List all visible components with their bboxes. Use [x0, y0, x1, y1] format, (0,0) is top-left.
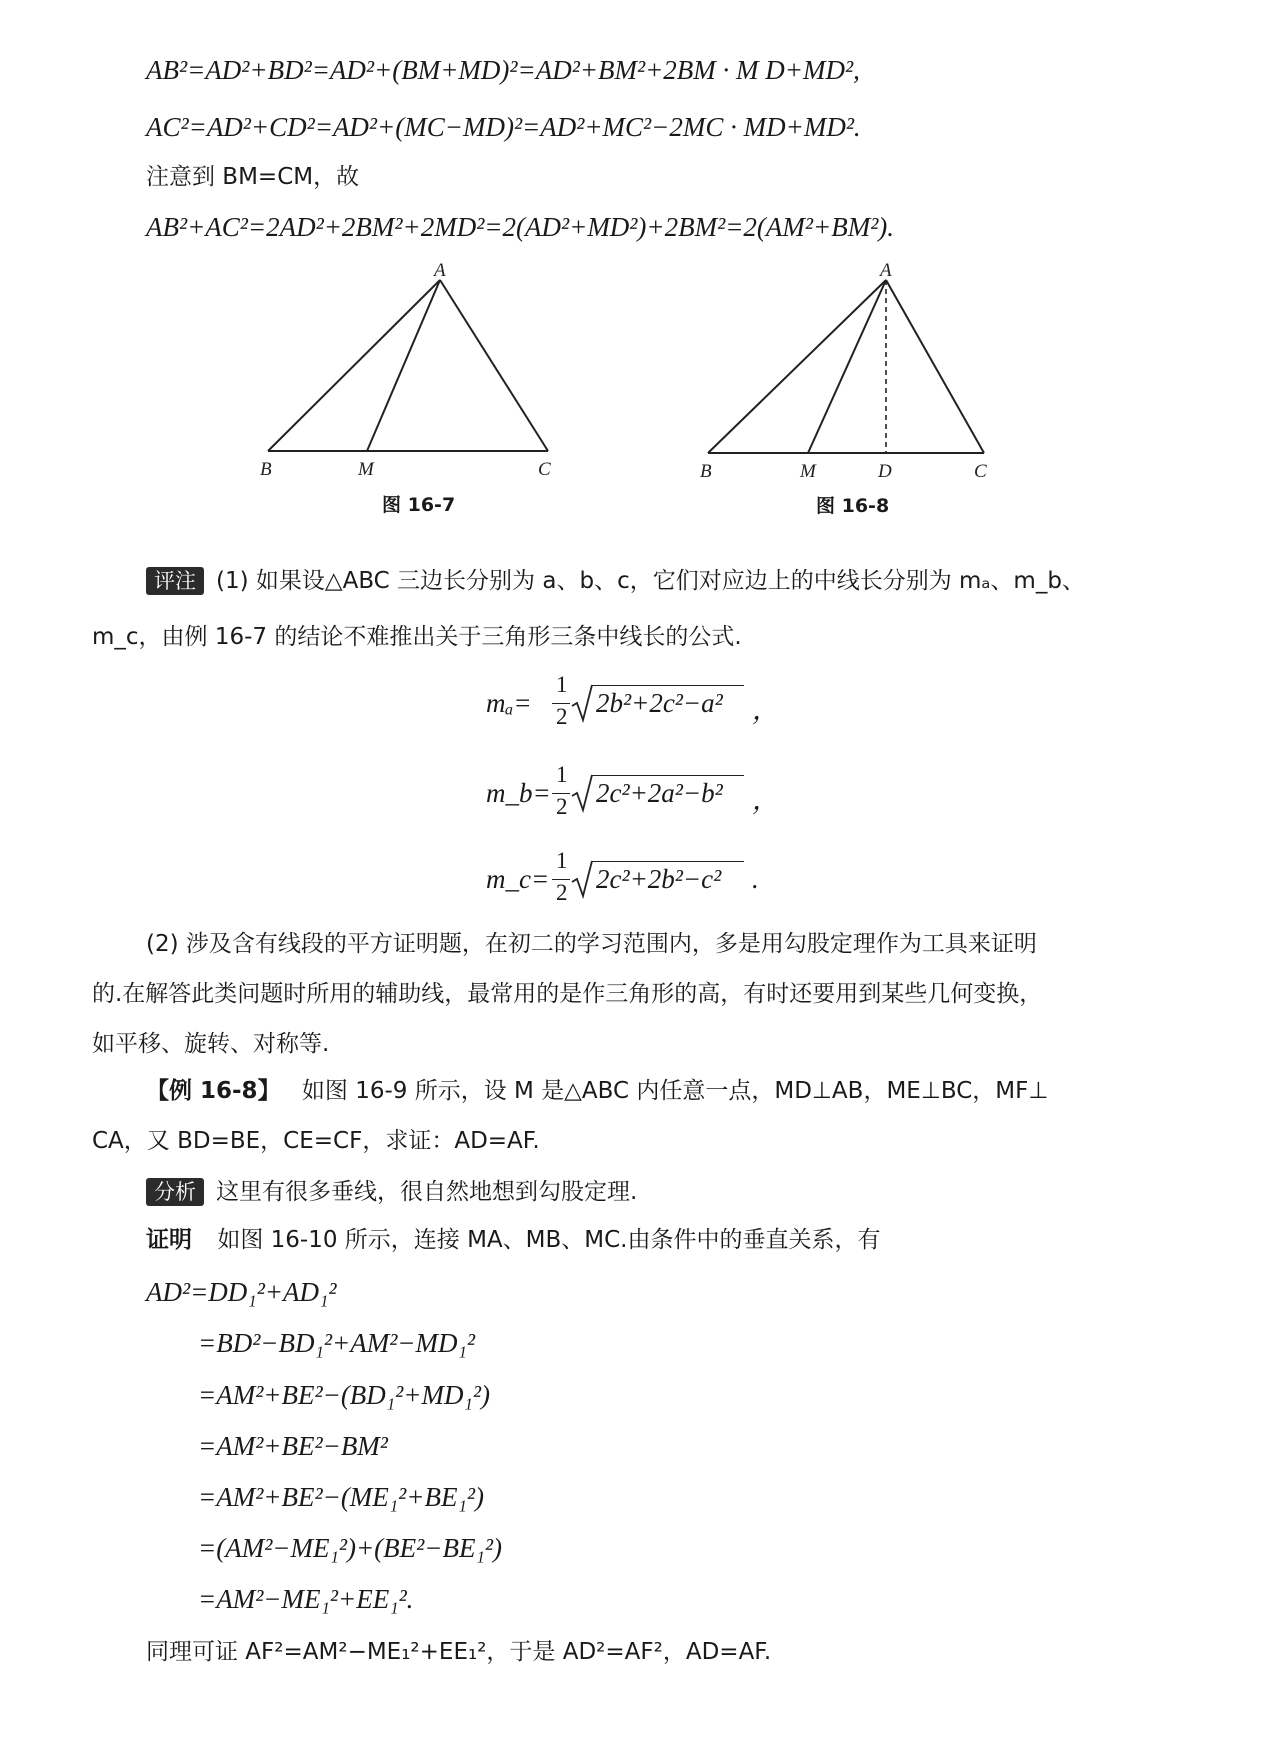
proof-label: 证明	[146, 1227, 192, 1253]
proof-step-4: =AM²+BE²−BM²	[198, 1431, 388, 1461]
remark-paragraph-1-line-2: m_c，由例 16-7 的结论不难推出关于三角形三条中线长的公式.	[92, 624, 742, 650]
formula-c-end: .	[752, 864, 759, 894]
analysis-line	[146, 1176, 637, 1208]
remark-tag: 评注	[146, 567, 204, 595]
remark-paragraph-1-line-1	[146, 565, 1085, 597]
example-label: 【例 16-8】	[146, 1078, 281, 1104]
fig8-side-ab	[708, 280, 886, 453]
figure-16-8-caption: 图 16-8	[816, 495, 890, 517]
example-16-8-line-2: CA，又 BD=BE，CE=CF，求证：AD=AF.	[92, 1128, 540, 1154]
fig7-side-ab	[268, 280, 440, 451]
proof-step-2: =BD²−BD₁²+AM²−MD₁²	[198, 1328, 475, 1358]
proof-step-5: =AM²+BE²−(ME₁²+BE₁²)	[198, 1482, 484, 1512]
proof-step-6: =(AM²−ME₁²)+(BE²−BE₁²)	[198, 1533, 502, 1563]
formula-b-vinculum	[592, 775, 744, 776]
formula-a-radicand: 2b²+2c²−a²	[596, 688, 723, 718]
formula-c-denominator: 2	[556, 880, 568, 905]
formula-b-lhs: m_b=	[486, 778, 551, 808]
figure-16-8	[690, 262, 1020, 482]
analysis-tag: 分析	[146, 1178, 204, 1206]
note-bm-equals-cm: 注意到 BM=CM，故	[146, 164, 360, 190]
formula-b-radical-sign	[570, 766, 594, 816]
proof-step-3: =AM²+BE²−(BD₁²+MD₁²)	[198, 1380, 490, 1410]
remark-p1-line1-text: (1) 如果设△ABC 三边长分别为 a、b、c，它们对应边上的中线长分别为 mₐ、m_b、	[216, 568, 1085, 594]
formula-a-numerator: 1	[556, 672, 568, 697]
formula-b-end: ，	[752, 785, 779, 815]
fig8-label-m: M	[800, 461, 816, 482]
equation-ab-squared: AB²=AD²+BD²=AD²+(BM+MD)²=AD²+BM²+2BM · M D+MD²,	[146, 55, 860, 85]
formula-c-radicand: 2c²+2b²−c²	[596, 864, 722, 894]
fig7-label-c: C	[538, 459, 551, 480]
figure-16-7	[240, 262, 570, 482]
analysis-text: 这里有很多垂线，很自然地想到勾股定理.	[216, 1179, 638, 1205]
median-formula-a	[486, 672, 806, 734]
formula-c-vinculum	[592, 861, 744, 862]
fig8-label-d: D	[878, 461, 892, 482]
formula-b-numerator: 1	[556, 762, 568, 787]
example-text-1: 如图 16-9 所示，设 M 是△ABC 内任意一点，MD⊥AB，ME⊥BC，MF⊥	[301, 1078, 1049, 1104]
equation-sum: AB²+AC²=2AD²+2BM²+2MD²=2(AD²+MD²)+2BM²=2(AM²+BM²).	[146, 212, 895, 242]
formula-a-radical-sign	[570, 676, 594, 726]
fig8-label-a: A	[880, 262, 892, 281]
proof-step-1: AD²=DD₁²+AD₁²	[146, 1277, 337, 1307]
fig8-side-ac	[886, 280, 984, 453]
fig8-median-am	[808, 280, 886, 453]
equation-ac-squared: AC²=AD²+CD²=AD²+(MC−MD)²=AD²+MC²−2MC · MD+MD².	[146, 112, 861, 142]
remark-paragraph-2-line-3: 如平移、旋转、对称等.	[92, 1031, 330, 1057]
fig7-label-b: B	[260, 459, 272, 480]
fig7-label-m: M	[358, 459, 374, 480]
figure-16-7-caption: 图 16-7	[382, 494, 456, 516]
formula-b-radicand: 2c²+2a²−b²	[596, 778, 723, 808]
fig7-side-ac	[440, 280, 548, 451]
formula-a-vinculum	[592, 685, 744, 686]
example-16-8-line-1	[146, 1075, 1048, 1107]
fig8-label-c: C	[974, 461, 987, 482]
proof-step-7: =AM²−ME₁²+EE₁².	[198, 1584, 414, 1614]
remark-paragraph-2-line-2: 的.在解答此类问题时所用的辅助线，最常用的是作三角形的高，有时还要用到某些几何变换，	[92, 981, 1043, 1007]
formula-a-end: ，	[752, 695, 779, 725]
median-formula-c	[486, 848, 806, 910]
formula-c-lhs: m_c=	[486, 864, 550, 894]
formula-c-radical-sign	[570, 852, 594, 902]
formula-a-lhs: mₐ=	[486, 688, 532, 718]
median-formula-b	[486, 762, 806, 824]
proof-conclusion: 同理可证 AF²=AM²−ME₁²+EE₁²，于是 AD²=AF²，AD=AF.	[146, 1639, 772, 1665]
formula-c-numerator: 1	[556, 848, 568, 873]
fig7-median-am	[367, 280, 440, 451]
proof-intro: 如图 16-10 所示，连接 MA、MB、MC.由条件中的垂直关系，有	[217, 1227, 881, 1253]
remark-paragraph-2-line-1: (2) 涉及含有线段的平方证明题，在初二的学习范围内，多是用勾股定理作为工具来证明	[146, 931, 1037, 957]
formula-a-denominator: 2	[556, 704, 568, 729]
fig7-label-a: A	[434, 262, 446, 281]
proof-intro-line	[146, 1224, 881, 1256]
formula-b-denominator: 2	[556, 794, 568, 819]
fig8-label-b: B	[700, 461, 712, 482]
